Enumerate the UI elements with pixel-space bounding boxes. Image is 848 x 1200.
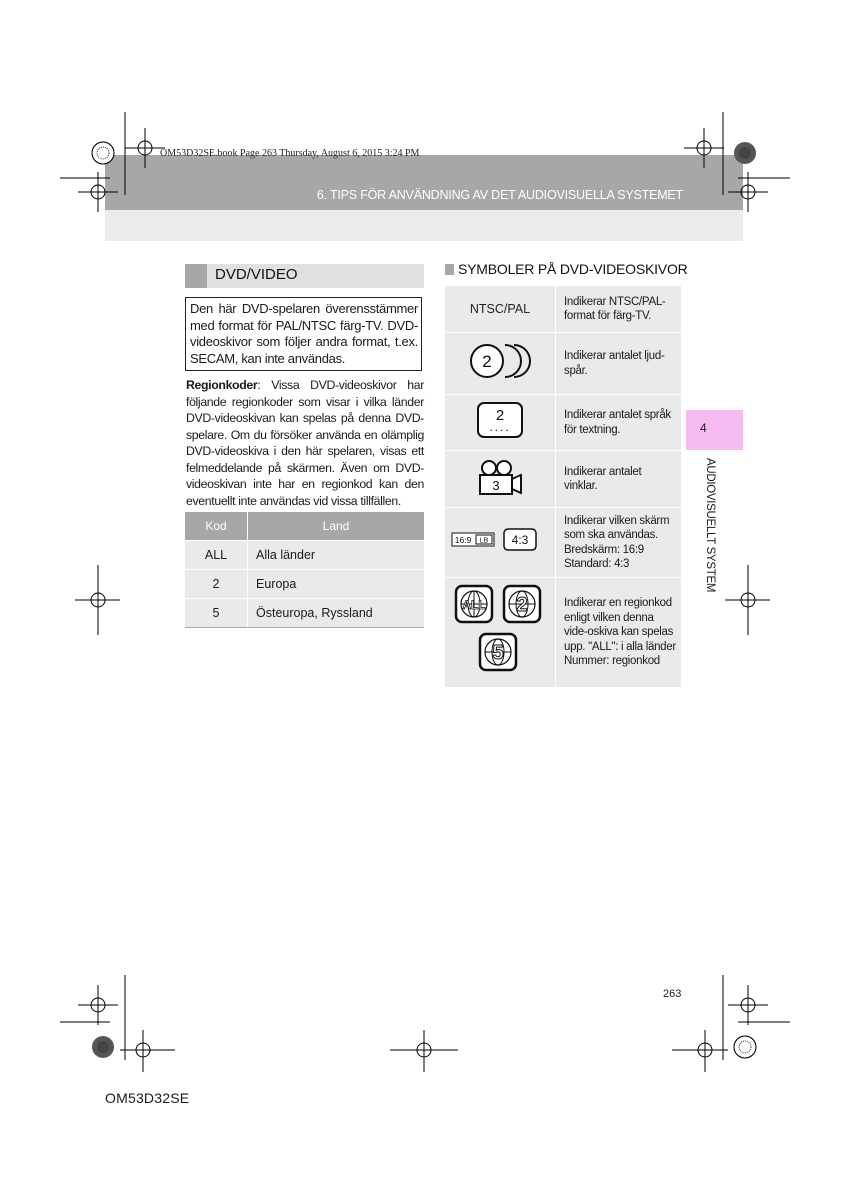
table-row bbox=[445, 395, 682, 451]
notice-text: Den här DVD-spelaren överensstämmer med format för PAL/NTSC färg-TV. DVD-videoskivor som följer andra format, t.ex. SECAM, kan inte användas. bbox=[190, 301, 418, 366]
dvd-section-title: DVD/VIDEO bbox=[215, 266, 298, 283]
ntsc-pal-cell bbox=[445, 286, 556, 333]
ntsc-pal-label: NTSC/PAL bbox=[469, 302, 531, 316]
audio-tracks-icon bbox=[465, 341, 535, 381]
symbols-table bbox=[444, 285, 682, 688]
table-row bbox=[445, 508, 682, 578]
symbol-desc: Indikerar antalet språk för textning. bbox=[556, 395, 682, 451]
table-row bbox=[185, 541, 424, 570]
symbol-desc: Indikerar NTSC/PAL-format för färg-TV. bbox=[556, 286, 682, 333]
svg-text:....: .... bbox=[489, 420, 511, 434]
aspect-badge-43: 4:3 bbox=[511, 533, 529, 547]
symbols-title: SYMBOLER PÅ DVD-VIDEOSKIVOR bbox=[458, 261, 688, 277]
notice-box bbox=[185, 297, 422, 371]
svg-text:2: 2 bbox=[516, 594, 528, 616]
symbol-desc: Indikerar en regionkod enligt vilken denna vide-oskiva kan spelas upp. "ALL": i alla länder Nummer: regionkod bbox=[556, 578, 682, 688]
land-cell: Östeuropa, Ryssland bbox=[248, 599, 425, 628]
section-title: 6. TIPS FÖR ANVÄNDNING AV DET AUDIOVISUELLA SYSTEMET bbox=[316, 188, 683, 202]
region-5-globe bbox=[480, 634, 516, 670]
page-number: 263 bbox=[663, 988, 682, 1000]
header-land: Land bbox=[248, 512, 425, 541]
code-cell: 5 bbox=[185, 599, 248, 628]
aspect-badge-169: 16:9 bbox=[454, 535, 472, 545]
audio-tracks-value: 2 bbox=[482, 352, 492, 371]
region-text: : Vissa DVD-videoskivor har följande regionkoder som visar i vilka länder DVD-videoskivan kan spelas på denna DVD-spelare. Om du försöker använda en olämplig DVD-videoskiva i den här spelaren, visas ett felmeddelande på skärmen. Även om DVD-videoskivan inte har en regionkod kan den eventuellt inte användas vid vissa tillfällen. bbox=[186, 378, 424, 508]
symbol-desc: Indikerar antalet vinklar. bbox=[556, 451, 682, 508]
chapter-tab bbox=[686, 410, 743, 450]
document-code: OM53D32SE bbox=[105, 1090, 190, 1106]
region-all-globe bbox=[456, 586, 492, 622]
dvd-title-marker bbox=[185, 264, 207, 288]
aspect-ratio-icon bbox=[450, 525, 550, 555]
aspect-badge-lb: LB bbox=[479, 537, 489, 545]
symbol-desc: Indikerar antalet ljud-spår. bbox=[556, 333, 682, 395]
symbols-title-marker bbox=[445, 264, 454, 275]
table-row bbox=[185, 570, 424, 599]
region-globe-icon bbox=[452, 582, 548, 678]
table-row bbox=[445, 286, 682, 333]
table-header-row bbox=[185, 512, 424, 541]
chapter-number: 4 bbox=[700, 421, 707, 435]
svg-text:ALL: ALL bbox=[462, 598, 486, 612]
region-table bbox=[185, 512, 424, 628]
book-info: OM53D32SE.book Page 263 Thursday, August 6, 2015 3:24 PM bbox=[160, 148, 420, 159]
table-row bbox=[445, 333, 682, 395]
header-kod: Kod bbox=[185, 512, 248, 541]
table-row bbox=[185, 599, 424, 628]
subtitle-icon bbox=[475, 400, 525, 440]
code-cell: 2 bbox=[185, 570, 248, 599]
region-paragraph bbox=[186, 377, 424, 509]
code-cell: ALL bbox=[185, 541, 248, 570]
region-label: Regionkoder bbox=[186, 378, 258, 392]
camera-angle-value: 3 bbox=[492, 477, 500, 493]
chapter-label: AUDIOVISUELLT SYSTEM bbox=[704, 458, 716, 593]
svg-text:5: 5 bbox=[492, 642, 504, 664]
subtitle-value: 2 bbox=[495, 407, 505, 424]
camera-angle-icon bbox=[475, 457, 525, 497]
table-row bbox=[445, 451, 682, 508]
table-row bbox=[445, 578, 682, 688]
land-cell: Europa bbox=[248, 570, 425, 599]
region-2-globe bbox=[504, 586, 540, 622]
land-cell: Alla länder bbox=[248, 541, 425, 570]
symbol-desc: Indikerar vilken skärm som ska användas. Bredskärm: 16:9 Standard: 4:3 bbox=[556, 508, 682, 578]
